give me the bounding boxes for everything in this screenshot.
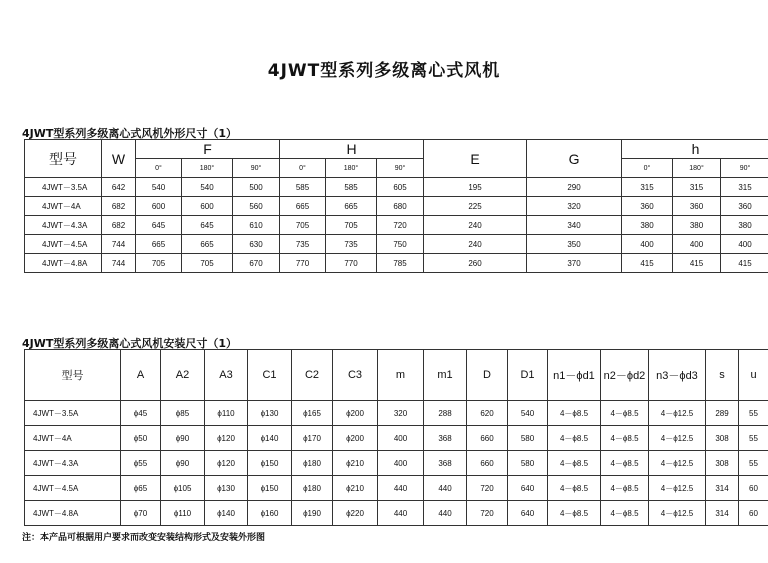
column-header: m [378,350,424,401]
value-cell: 4－ϕ8.5 [548,401,601,426]
value-cell: 320 [378,401,424,426]
value-cell: 308 [706,426,739,451]
value-cell: 289 [706,401,739,426]
value-cell: ϕ165 [292,401,333,426]
value-cell: 682 [102,216,136,235]
table-row [25,178,768,197]
column-header: m1 [424,350,467,401]
value-cell: ϕ45 [121,401,161,426]
value-cell: 585 [326,178,377,197]
value-cell: 4－ϕ12.5 [649,476,706,501]
value-cell: 340 [527,216,622,235]
value-cell: 630 [233,235,280,254]
value-cell: 415 [721,254,768,273]
value-cell: ϕ140 [248,426,292,451]
value-cell: 225 [424,197,527,216]
model-cell: 4JWT－4.3A [25,216,102,235]
value-cell: 314 [706,501,739,526]
value-cell: 55 [739,451,768,476]
value-cell: 500 [233,178,280,197]
value-cell: 240 [424,235,527,254]
value-cell: 705 [182,254,233,273]
value-cell: 585 [280,178,326,197]
value-cell: 645 [182,216,233,235]
value-cell: 440 [424,476,467,501]
value-cell: 4－ϕ8.5 [601,501,649,526]
value-cell: ϕ150 [248,476,292,501]
value-cell: 4－ϕ12.5 [649,401,706,426]
table-row [25,197,768,216]
dimensions-table-body [25,178,768,273]
value-cell: 195 [424,178,527,197]
value-cell: ϕ120 [205,426,248,451]
value-cell: 620 [467,401,508,426]
value-cell: 4－ϕ8.5 [601,451,649,476]
value-cell: ϕ140 [205,501,248,526]
column-header: A3 [205,350,248,401]
value-cell: 665 [280,197,326,216]
value-cell: 320 [527,197,622,216]
value-cell: ϕ90 [161,426,205,451]
value-cell: 360 [721,197,768,216]
value-cell: 4－ϕ8.5 [601,476,649,501]
footnote: 注：本产品可根据用户要求而改变安装结构形式及安装外形图 [22,533,266,543]
value-cell: 4－ϕ8.5 [601,401,649,426]
angle-header: 90° [233,159,280,178]
column-header: A2 [161,350,205,401]
value-cell: 380 [673,216,721,235]
header-h-lower: h [622,140,768,159]
column-header: D [467,350,508,401]
value-cell: ϕ55 [121,451,161,476]
model-cell: 4JWT－3.5A [25,178,102,197]
value-cell: ϕ105 [161,476,205,501]
value-cell: 660 [467,426,508,451]
value-cell: 665 [326,197,377,216]
value-cell: 665 [136,235,182,254]
angle-header: 180° [673,159,721,178]
value-cell: 720 [467,476,508,501]
value-cell: 440 [424,501,467,526]
header-w: W [102,140,136,178]
column-header: n3－ϕd3 [649,350,706,401]
value-cell: 360 [673,197,721,216]
column-header: u [739,350,768,401]
angle-header: 0° [136,159,182,178]
installation-table [24,349,768,526]
value-cell: 350 [527,235,622,254]
value-cell: 660 [467,451,508,476]
value-cell: 380 [721,216,768,235]
table-row [25,216,768,235]
value-cell: 720 [377,216,424,235]
value-cell: ϕ200 [333,426,378,451]
angle-header: 180° [326,159,377,178]
value-cell: 665 [182,235,233,254]
value-cell: 640 [508,476,548,501]
value-cell: 4－ϕ8.5 [548,451,601,476]
value-cell: 4－ϕ12.5 [649,451,706,476]
column-header: 型号 [25,350,121,401]
angle-header: 0° [280,159,326,178]
value-cell: 308 [706,451,739,476]
value-cell: ϕ220 [333,501,378,526]
value-cell: 580 [508,426,548,451]
value-cell: 315 [721,178,768,197]
value-cell: 315 [622,178,673,197]
table1-caption: 4JWT型系列多级离心式风机外形尺寸（1） [22,127,238,140]
value-cell: 315 [673,178,721,197]
value-cell: 4－ϕ12.5 [649,426,706,451]
value-cell: 370 [527,254,622,273]
angle-header: 180° [182,159,233,178]
value-cell: 735 [280,235,326,254]
value-cell: 705 [136,254,182,273]
value-cell: 720 [467,501,508,526]
value-cell: ϕ90 [161,451,205,476]
table-row [25,451,768,476]
value-cell: ϕ120 [205,451,248,476]
model-cell: 4JWT－4.8A [25,254,102,273]
value-cell: ϕ110 [205,401,248,426]
value-cell: 610 [233,216,280,235]
table-row [25,235,768,254]
value-cell: ϕ150 [248,451,292,476]
value-cell: 4－ϕ12.5 [649,501,706,526]
model-cell: 4JWT－4A [25,426,121,451]
value-cell: 645 [136,216,182,235]
value-cell: 400 [622,235,673,254]
header-h-upper: H [280,140,424,159]
value-cell: ϕ85 [161,401,205,426]
value-cell: 4－ϕ8.5 [548,476,601,501]
header-f: F [136,140,280,159]
value-cell: 4－ϕ8.5 [548,501,601,526]
model-cell: 4JWT－4.5A [25,476,121,501]
table-row [25,426,768,451]
value-cell: 642 [102,178,136,197]
value-cell: ϕ180 [292,451,333,476]
value-cell: ϕ210 [333,451,378,476]
value-cell: 260 [424,254,527,273]
value-cell: 290 [527,178,622,197]
value-cell: 60 [739,501,768,526]
value-cell: 400 [378,426,424,451]
value-cell: 540 [508,401,548,426]
column-header: n1－ϕd1 [548,350,601,401]
value-cell: 705 [280,216,326,235]
value-cell: ϕ130 [248,401,292,426]
table2-caption: 4JWT型系列多级离心式风机安装尺寸（1） [22,337,238,350]
value-cell: 735 [326,235,377,254]
column-header: C1 [248,350,292,401]
header-g: G [527,140,622,178]
value-cell: 605 [377,178,424,197]
value-cell: 440 [378,476,424,501]
value-cell: ϕ110 [161,501,205,526]
value-cell: 400 [721,235,768,254]
value-cell: 415 [673,254,721,273]
value-cell: 240 [424,216,527,235]
value-cell: 415 [622,254,673,273]
value-cell: 288 [424,401,467,426]
value-cell: ϕ50 [121,426,161,451]
model-cell: 4JWT－3.5A [25,401,121,426]
header-e: E [424,140,527,178]
value-cell: 682 [102,197,136,216]
table-row [25,401,768,426]
value-cell: 580 [508,451,548,476]
value-cell: 540 [136,178,182,197]
value-cell: 670 [233,254,280,273]
value-cell: 770 [280,254,326,273]
page-title: 4JWT型系列多级离心式风机 [267,61,501,81]
value-cell: 55 [739,401,768,426]
header-row [25,350,768,401]
value-cell: 540 [182,178,233,197]
dimensions-table [24,139,768,273]
value-cell: 600 [182,197,233,216]
value-cell: ϕ65 [121,476,161,501]
value-cell: ϕ170 [292,426,333,451]
value-cell: 380 [622,216,673,235]
value-cell: 360 [622,197,673,216]
value-cell: ϕ160 [248,501,292,526]
model-cell: 4JWT－4.8A [25,501,121,526]
table-row [25,501,768,526]
value-cell: 600 [136,197,182,216]
value-cell: 4－ϕ8.5 [601,426,649,451]
value-cell: ϕ130 [205,476,248,501]
value-cell: 368 [424,426,467,451]
value-cell: 785 [377,254,424,273]
value-cell: 55 [739,426,768,451]
value-cell: 400 [378,451,424,476]
model-cell: 4JWT－4.3A [25,451,121,476]
value-cell: 400 [673,235,721,254]
angle-header: 90° [377,159,424,178]
value-cell: ϕ70 [121,501,161,526]
value-cell: 750 [377,235,424,254]
value-cell: 640 [508,501,548,526]
value-cell: 744 [102,254,136,273]
column-header: D1 [508,350,548,401]
model-cell: 4JWT－4A [25,197,102,216]
value-cell: 440 [378,501,424,526]
table-row [25,476,768,501]
value-cell: 744 [102,235,136,254]
value-cell: 680 [377,197,424,216]
value-cell: 314 [706,476,739,501]
value-cell: ϕ210 [333,476,378,501]
value-cell: 368 [424,451,467,476]
column-header: s [706,350,739,401]
header-model: 型号 [25,140,102,178]
value-cell: ϕ200 [333,401,378,426]
value-cell: 60 [739,476,768,501]
model-cell: 4JWT－4.5A [25,235,102,254]
value-cell: 560 [233,197,280,216]
column-header: A [121,350,161,401]
angle-header: 90° [721,159,768,178]
value-cell: 4－ϕ8.5 [548,426,601,451]
installation-table-body [25,350,768,526]
value-cell: 705 [326,216,377,235]
value-cell: ϕ180 [292,476,333,501]
table-row [25,254,768,273]
column-header: C3 [333,350,378,401]
value-cell: ϕ190 [292,501,333,526]
angle-header: 0° [622,159,673,178]
value-cell: 770 [326,254,377,273]
column-header: n2－ϕd2 [601,350,649,401]
column-header: C2 [292,350,333,401]
